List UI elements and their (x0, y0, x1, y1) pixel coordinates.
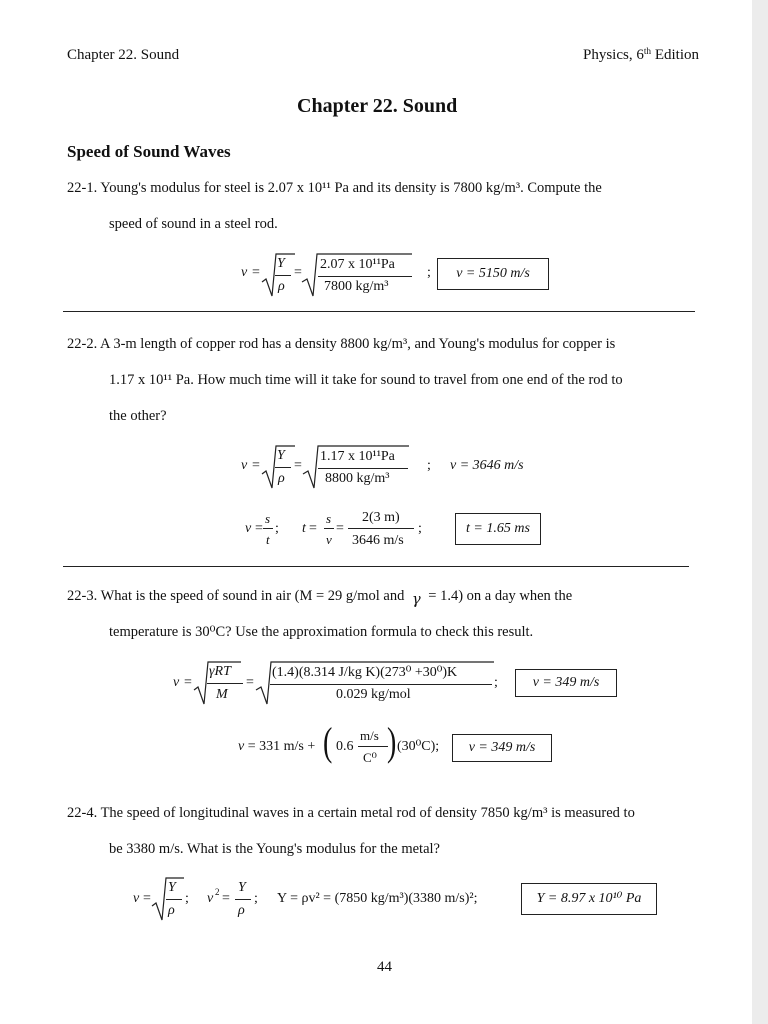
fraction-numerator: 2(3 m) (362, 510, 400, 525)
divider (63, 311, 695, 312)
fraction-denominator: 8800 kg/m³ (325, 471, 390, 486)
fraction-denominator: 0.029 kg/mol (336, 687, 411, 702)
velocity-result: v = 3646 m/s (450, 458, 524, 473)
problem-22-4-line1: 22-4. The speed of longitudinal waves in a certain metal rod of density 7850 kg/m³ is measured to (67, 805, 635, 821)
problem-22-2-line1: 22-2. A 3-m length of copper rod has a density 8800 kg/m³, and Young's modulus for copper is (67, 336, 616, 352)
approx-temperature: (30⁰C); (397, 739, 440, 754)
problem-22-3-line1: 22-3. What is the speed of sound in air (M = 29 g/mol and γ = 1.4) on a day when the (67, 588, 573, 608)
answer-box-22-3a: v = 349 m/s (515, 669, 617, 697)
section-heading: Speed of Sound Waves (67, 142, 231, 161)
answer-box-22-3b: v = 349 m/s (452, 734, 552, 762)
fraction-numerator: 1.17 x 10¹¹Pa (320, 449, 395, 464)
young-modulus-calculation: Y = ρv² = (7850 kg/m³)(3380 m/s)²; (277, 891, 478, 906)
fraction-numerator: (1.4)(8.314 J/kg K)(273⁰ +30⁰)K (272, 665, 458, 680)
answer-box-22-4: Y = 8.97 x 10¹⁰ Pa (521, 883, 657, 915)
fraction-denominator: 7800 kg/m³ (324, 279, 389, 294)
problem-22-2-line3: the other? (109, 408, 167, 424)
fraction-denominator: 3646 m/s (352, 533, 404, 548)
unit-denominator: C⁰ (363, 750, 377, 765)
answer-box-22-2: t = 1.65 ms (455, 513, 541, 545)
approx-coefficient: 0.6 (336, 739, 354, 754)
divider (63, 566, 689, 567)
problem-22-1-line1: 22-1. Young's modulus for steel is 2.07 x 10¹¹ Pa and its density is 7800 kg/m³. Compute the (67, 180, 602, 196)
header-chapter: Chapter 22. Sound (67, 47, 180, 63)
answer-box-22-1: v = 5150 m/s (437, 258, 549, 290)
problem-22-1-line2: speed of sound in a steel rod. (109, 216, 278, 232)
header-book: Physics, 6th Edition (583, 46, 699, 63)
gamma-symbol: γ (411, 592, 421, 608)
problem-22-3-line2: temperature is 30⁰C? Use the approximation formula to check this result. (109, 624, 534, 640)
fraction-numerator: 2.07 x 10¹¹Pa (320, 257, 395, 272)
unit-numerator: m/s (360, 728, 379, 743)
page-number: 44 (377, 959, 392, 975)
problem-22-2-line2: 1.17 x 10¹¹ Pa. How much time will it take for sound to travel from one end of the rod to (109, 372, 623, 388)
problem-22-4-line2: be 3380 m/s. What is the Young's modulus for the metal? (109, 841, 440, 857)
document-page: Chapter 22. Sound Physics, 6th Edition Chapter 22. Sound Speed of Sound Waves 22-1. Young's modulus for steel is 2.07 x 10¹¹ Pa and its density is 7800 kg/m³. Compute the speed of sound in a steel rod. v = Y ρ = 2.07 x 10¹¹Pa 7800 kg/m³ ; v = 5150 m/s 22-2. A 3-m length of copper rod has a density 8800 kg/m³, and Young's modulus for copper is 1.17 x 10¹¹ Pa. How much time will it take for sound to travel from one end of the rod to the other? v = Y ρ = 1.17 x 10¹¹Pa 8800 kg/m³ ; v = 3646 m/s v = s t ; t = s v = 2(3 m) 3646 m/s ; t = 1.65 ms 22-3. What is the speed of sound in air (M = 29 g/mol and γ = 1.4) on a day when the temperature is 30⁰C? Use the approximation formula to check this result. v = γRT M = (1.4)(8.314 J/kg K)(273⁰ +30⁰)K 0.029 kg/mol ; v = 349 m/s v = 331 m/s + ( 0.6 m/s C⁰ ) (30⁰C); v = 349 m/s 22-4. The speed of longitudinal waves in a certain metal rod of density 7850 kg/m³ is measured to be 3380 m/s. What is the Young's modulus for the metal? v = Y ρ ; v 2 = Y ρ ; Y = ρv² = (7850 kg/m³)(3380 m/s)²; Y = 8.97 x 10¹⁰ Pa 44 (0, 0, 752, 1024)
page-title: Chapter 22. Sound (297, 95, 458, 117)
